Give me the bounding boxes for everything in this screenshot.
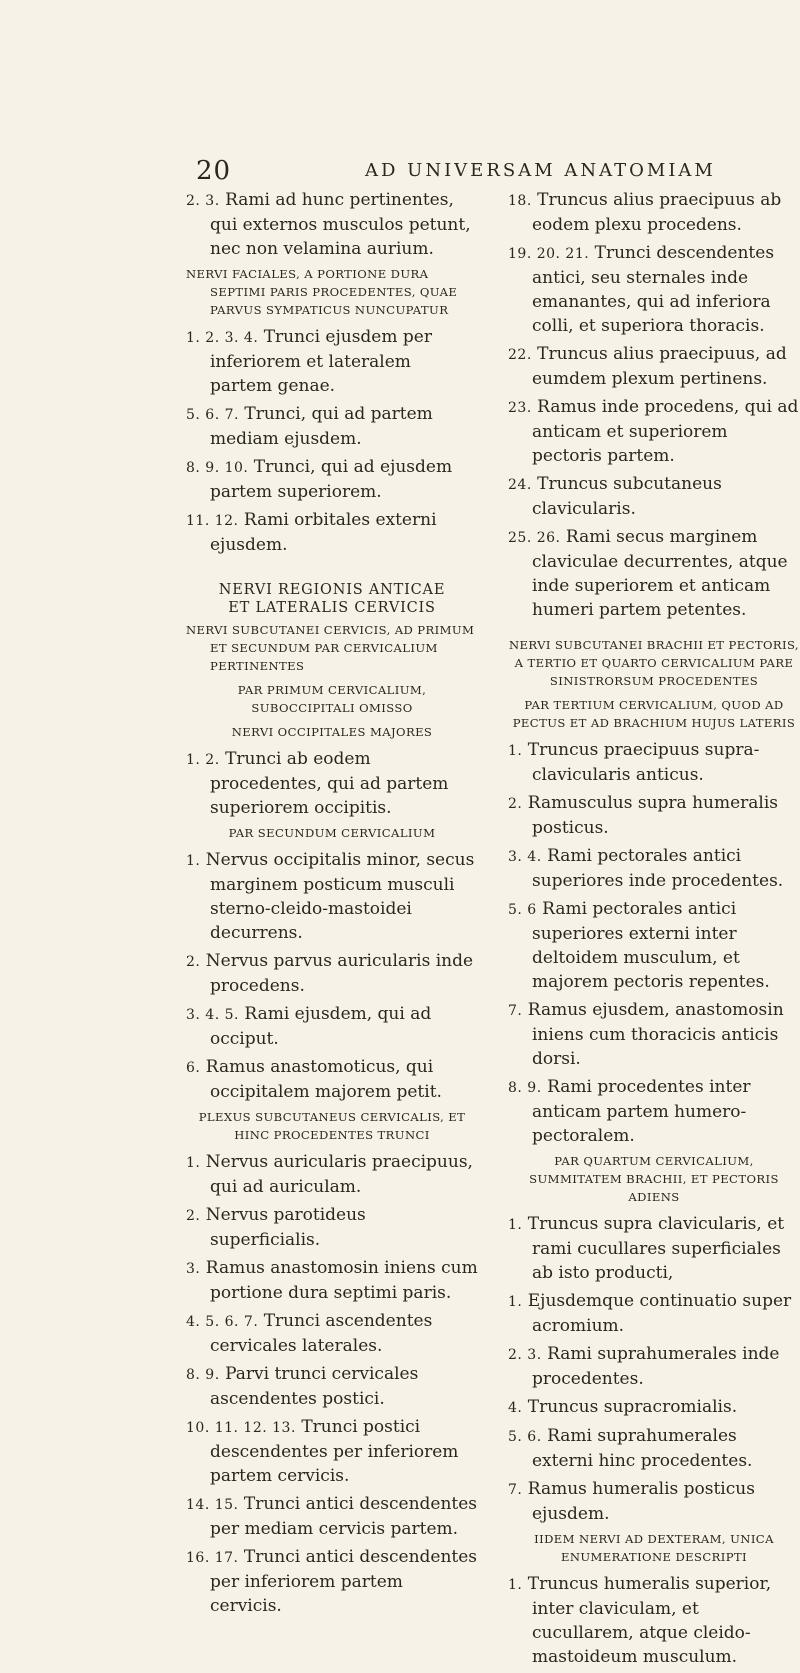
entry-number: 24. (508, 477, 532, 493)
entry-number: 1. 2. 3. 4. (186, 330, 259, 346)
entry (508, 738, 800, 787)
entry-number: 8. 9. (508, 1080, 542, 1096)
subheading: PAR SECUNDUM CERVICALIUM (228, 826, 436, 840)
entry-number: 22. (508, 347, 532, 363)
entry (186, 188, 478, 261)
entry-number: 25. 26. (508, 530, 561, 546)
entry-text: Ramus anastomoticus, qui occipitalem majorem petit. (205, 1057, 442, 1102)
entry (186, 1309, 478, 1358)
entry (508, 791, 800, 840)
entry-text: Truncus supracromialis. (527, 1397, 738, 1417)
entry (508, 1395, 800, 1420)
subheading: PAR QUARTUM CERVICALIUM, SUMMITATEM BRACHII, ET PECTORIS ADIENS (529, 1154, 779, 1204)
entry-number: 7. (508, 1482, 523, 1498)
entry (186, 1203, 478, 1252)
section-title-line: NERVI REGIONIS ANTICAE (218, 582, 446, 598)
left-column (186, 188, 478, 1622)
entry (508, 1289, 800, 1338)
running-title: AD UNIVERSAM ANATOMIAM (365, 160, 716, 181)
entry-number: 10. 11. 12. 13. (186, 1420, 296, 1436)
entry-text: Nervus parvus auricularis inde procedens. (205, 951, 474, 996)
entry (508, 998, 800, 1071)
subheading: NERVI SUBCUTANEI BRACHII ET PECTORIS, A TERTIO ET QUARTO CERVICALIUM PARE SINISTRORSUM PROCEDENTES (508, 638, 800, 688)
entry-text: Rami pectorales antici superiores inde procedentes. (532, 846, 784, 891)
entry-number: 18. (508, 193, 532, 209)
entry-text: Nervus occipitalis minor, secus marginem posticum musculi sterno-cleido-mastoidei decurrens. (205, 850, 475, 943)
entry (186, 1256, 478, 1305)
entry-number: 1. 2. (186, 752, 220, 768)
entry-number: 2. (186, 954, 201, 970)
entry-text: Parvi trunci cervicales ascendentes postici. (210, 1364, 419, 1409)
entry-number: 3. 4. (508, 849, 542, 865)
entry-number: 4. 5. 6. 7. (186, 1314, 259, 1330)
entry (186, 1545, 478, 1618)
entry (186, 747, 478, 820)
entry (508, 188, 800, 237)
entry-text: Trunci descendentes antici, seu sternales inde emanantes, qui ad inferiora colli, et superiora thoracis. (532, 243, 775, 336)
entry-number: 1. (508, 1577, 523, 1593)
entry-number: 1. (186, 1155, 201, 1171)
entry-number: 1. (186, 853, 201, 869)
entry (186, 325, 478, 398)
entry-text: Ramus anastomosin iniens cum portione dura septimi paris. (205, 1258, 478, 1303)
entry-number: 11. 12. (186, 513, 239, 529)
entry-text: Ejusdemque continuatio super acromium. (527, 1291, 792, 1336)
entry-text: Ramusculus supra humeralis posticus. (527, 793, 779, 838)
entry-text: Trunci ascendentes cervicales laterales. (210, 1311, 433, 1356)
entry (508, 1477, 800, 1526)
section-title-line: ET LATERALIS CERVICIS (228, 600, 436, 616)
subheading: NERVI OCCIPITALES MAJORES (231, 725, 433, 739)
entry-text: Nervus auricularis praecipuus, qui ad auriculam. (205, 1152, 473, 1197)
entry (186, 848, 478, 945)
entry-number: 1. (508, 743, 523, 759)
entry-text: Trunci, qui ad partem mediam ejusdem. (210, 404, 433, 449)
entry-number: 23. (508, 400, 532, 416)
entry (186, 402, 478, 451)
subheading: NERVI FACIALES, A PORTIONE DURA SEPTIMI PARIS PROCEDENTES, QUAE PARVUS SYMPATICUS NUNCUPATUR (186, 267, 458, 317)
entry (186, 1362, 478, 1411)
entry-text: Rami ejusdem, qui ad occiput. (210, 1004, 432, 1049)
entry (186, 1415, 478, 1488)
entry (508, 472, 800, 521)
entry-number: 5. 6 (508, 902, 537, 918)
entry-number: 5. 6. 7. (186, 407, 239, 423)
entry-text: Rami orbitales externi ejusdem. (210, 510, 437, 555)
subheading: PLEXUS SUBCUTANEUS CERVICALIS, ET HINC PROCEDENTES TRUNCI (198, 1110, 466, 1142)
entry-text: Trunci ejusdem per inferiorem et lateralem partem genae. (210, 327, 432, 396)
entry-text: Truncus humeralis superior, inter claviculam, et cucullarem, atque cleido-mastoideum musculum. (527, 1574, 772, 1667)
entry-text: Truncus alius praecipuus, ad eumdem plexum pertinens. (532, 344, 787, 389)
entry-text: Ramus humeralis posticus ejusdem. (527, 1479, 755, 1524)
entry (186, 1055, 478, 1104)
entry (508, 241, 800, 338)
entry (186, 508, 478, 557)
entry-number: 2. 3. (508, 1347, 542, 1363)
entry (186, 1150, 478, 1199)
entry-number: 16. 17. (186, 1550, 239, 1566)
entry-number: 4. (508, 1400, 523, 1416)
subheading: PAR PRIMUM CERVICALIUM, SUBOCCIPITALI OMISSO (237, 683, 427, 715)
entry-number: 2. 3. (186, 193, 220, 209)
entry-number: 5. 6. (508, 1429, 542, 1445)
entry-number: 19. 20. 21. (508, 246, 590, 262)
entry-number: 1. (508, 1217, 523, 1233)
entry-text: Truncus subcutaneus clavicularis. (532, 474, 722, 519)
entry-text: Ramus ejusdem, anastomosin iniens cum thoracicis anticis dorsi. (527, 1000, 784, 1069)
entry-number: 2. (186, 1208, 201, 1224)
entry (508, 395, 800, 468)
entry-number: 2. (508, 796, 523, 812)
entry (186, 1002, 478, 1051)
entry-number: 8. 9. 10. (186, 460, 249, 476)
entry (508, 1075, 800, 1148)
entry-text: Rami pectorales antici superiores externi inter deltoidem musculum, et majorem pectoris repentes. (532, 899, 770, 992)
entry-number: 14. 15. (186, 1497, 239, 1513)
entry-number: 8. 9. (186, 1367, 220, 1383)
entry-number: 6. (186, 1060, 201, 1076)
subheading: NERVI SUBCUTANEI CERVICIS, AD PRIMUM ET SECUNDUM PAR CERVICALIUM PERTINENTES (186, 623, 475, 673)
entry-text: Trunci, qui ad ejusdem partem superiorem. (210, 457, 453, 502)
entry-number: 3. (186, 1261, 201, 1277)
entry-text: Rami procedentes inter anticam partem humero-pectoralem. (532, 1077, 751, 1146)
right-column (508, 188, 800, 1673)
entry (508, 1342, 800, 1391)
entry (508, 1424, 800, 1473)
entry (508, 1572, 800, 1669)
entry-text: Trunci antici descendentes per inferiorem partem cervicis. (210, 1547, 478, 1616)
entry (508, 525, 800, 622)
subheading: PAR TERTIUM CERVICALIUM, QUOD AD PECTUS ET AD BRACHIUM HUJUS LATERIS (512, 698, 796, 730)
entry-text: Trunci ab eodem procedentes, qui ad partem superiorem occipitis. (210, 749, 449, 818)
entry-text: Truncus supra clavicularis, et rami cucullares superficiales ab isto producti, (527, 1214, 785, 1283)
entry-text: Nervus parotideus superficialis. (205, 1205, 366, 1250)
entry (186, 1492, 478, 1541)
entry (186, 455, 478, 504)
entry-text: Truncus alius praecipuus ab eodem plexu procedens. (532, 190, 782, 235)
entry-text: Rami suprahumerales inde procedentes. (532, 1344, 780, 1389)
entry-number: 1. (508, 1294, 523, 1310)
page-number: 20 (196, 156, 232, 186)
entry-text: Trunci postici descendentes per inferiorem partem cervicis. (210, 1417, 459, 1486)
entry-text: Rami secus marginem claviculae decurrentes, atque inde superiorem et anticam humeri partem petentes. (532, 527, 788, 620)
entry-text: Truncus praecipuus supra-clavicularis anticus. (527, 740, 760, 785)
section-title (186, 581, 478, 617)
subheading: IIDEM NERVI AD DEXTERAM, UNICA ENUMERATIONE DESCRIPTI (534, 1532, 774, 1564)
entry-number: 7. (508, 1003, 523, 1019)
entry-text: Ramus inde procedens, qui ad anticam et superiorem pectoris partem. (532, 397, 799, 466)
entry (508, 342, 800, 391)
entry (508, 844, 800, 893)
entry (508, 897, 800, 994)
entry-text: Trunci antici descendentes per mediam cervicis partem. (210, 1494, 478, 1539)
entry (186, 949, 478, 998)
entry (508, 1212, 800, 1285)
entry-text: Rami ad hunc pertinentes, qui externos musculos petunt, nec non velamina aurium. (210, 190, 471, 259)
entry-number: 3. 4. 5. (186, 1007, 239, 1023)
entry-text: Rami suprahumerales externi hinc procedentes. (532, 1426, 753, 1471)
